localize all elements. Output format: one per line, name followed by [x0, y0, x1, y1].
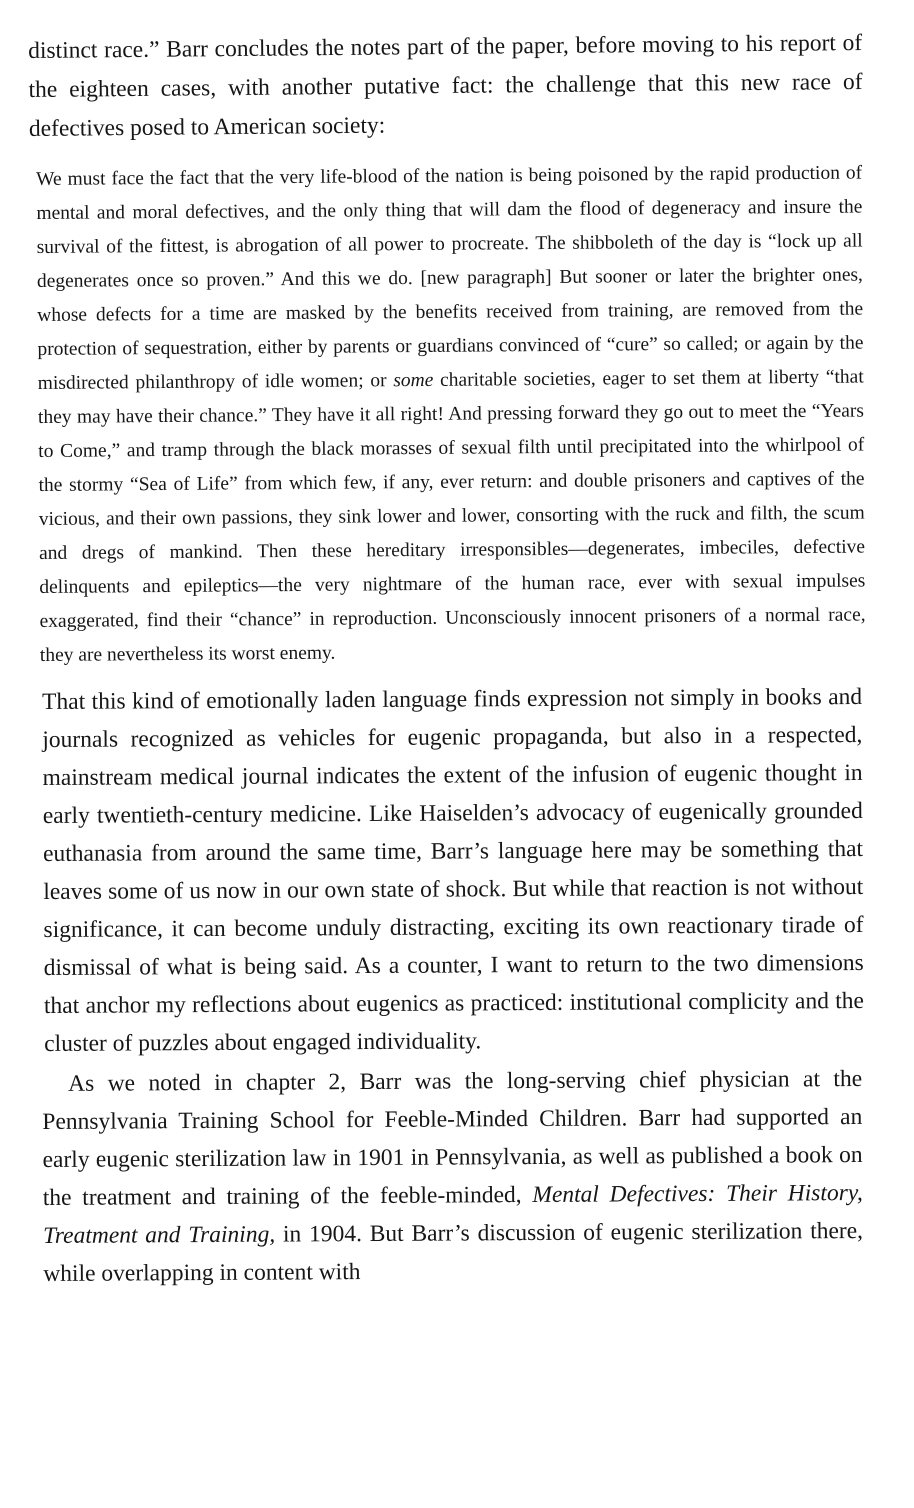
- block-quote-text-part-2: charitable societies, eager to set them at liberty “that they may have their chance.” They have it all right! And pressing forward they go out to meet the “Years to Come,” and tramp through the black morasses of sexual filth until precipitated into the whirlpool of the stormy “Sea of Life” from which few, if any, ever return: and double prisoners and captives of the vicious, and their own passions, they sink lower and lower, consorting with the ruck and filth, the scum and dregs of mankind. Then these hereditary irresponsibles—degenerates, imbeciles, defective delinquents and epileptics—the very nightmare of the human race, ever with sexual impulses exaggerated, find their “chance” in reproduction. Unconsciously innocent prisoners of a normal race, they are nevertheless its worst enemy.: [37, 366, 866, 666]
- block-quote: [36, 157, 866, 673]
- paragraph-commentary: That this kind of emotionally laden language finds expression not simply in books and journals recognized as vehicles for eugenic propaganda, but also in a respected, mainstream medical journal indicates the extent of the infusion of eugenic thought in early twentieth-century medicine. Like Haiselden’s advocacy of eugenically grounded euthanasia from around the same time, Barr’s language here may be something that leaves some of us now in our own state of shock. But while that reaction is not without significance, it can become unduly distracting, exciting its own reactionary tirade of dismissal of what is being said. As a counter, I want to return to the two dimensions that anchor my reflections about eugenics as practiced: institutional complicity and the cluster of puzzles about engaged individuality.: [42, 683, 865, 1057]
- book-title: Mental Defectives: Their History, Treatment and Training,: [42, 1179, 863, 1249]
- block-quote-text-part-1: We must face the fact that the very life-blood of the nation is being poisoned by the rapid production of mental and moral defectives, and the only thing that will dam the flood of degeneracy and insure the survival of the fittest, is abrogation of all power to procreate. The shibboleth of the day is “lock up all degenerates once so proven.” And this we do. [new paragraph] But sooner or later the brighter ones, whose defects for a time are masked by the benefits received from training, are removed from the protection of sequestration, either by parents or guardians convinced of “cure” so called; or again by the misdirected philanthropy of idle women; or: [36, 162, 864, 394]
- paragraph-text-part-2: in 1904. But Barr’s discussion of eugenic sterilization there, while overlapping in content with: [43, 1217, 864, 1287]
- paragraph-barr-background: [42, 1060, 863, 1293]
- paragraph-text-part-1: As we noted in chapter 2, Barr was the long-serving chief physician at the Pennsylvania Training School for Feeble-Minded Children. Barr had supported an early eugenic sterilization law in 1901 in Pennsylvania, as well as published a book on the treatment and training of the feeble-minded,: [42, 1065, 863, 1211]
- block-quote-emphasis: some: [393, 369, 434, 392]
- paragraph-intro: distinct race.” Barr concludes the notes part of the paper, before moving to his report of the eighteen cases, with another putative fact: the challenge that this new race of defectives posed to American society:: [28, 29, 863, 142]
